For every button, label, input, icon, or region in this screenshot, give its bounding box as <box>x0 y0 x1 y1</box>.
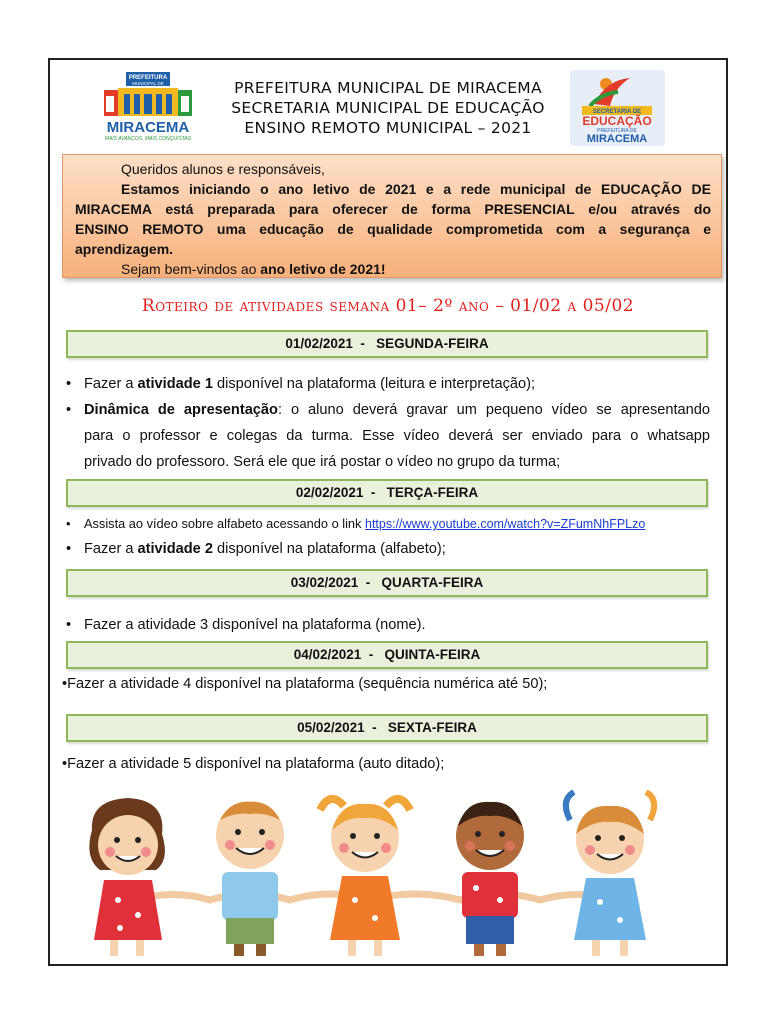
logo-right-top: SECRETARIA DE <box>592 109 642 115</box>
welcome-line-3: ENSINO REMOTO uma educação de qualidade comprometida com a segurança e <box>75 221 711 237</box>
text: Fazer a <box>84 376 138 392</box>
header-title <box>198 78 578 138</box>
day-header-tuesday: 02/02/2021 - TERÇA-FEIRA <box>66 479 708 507</box>
logo-left-tagline: MAIS AVANÇOS, MAIS CONQUISTAS <box>104 136 192 142</box>
child-5 <box>566 792 654 956</box>
text: disponível na plataforma (leitura e interpretação); <box>212 376 536 392</box>
bullet: • <box>66 516 71 531</box>
bullet: • <box>66 617 72 633</box>
text: Fazer a atividade 5 disponível na plataforma (auto ditado); <box>67 756 445 772</box>
logo-left-mid: MUNICIPAL DE <box>132 81 164 86</box>
bullet: • <box>62 756 68 772</box>
bullet: • <box>66 376 72 392</box>
roteiro-title: Roteiro de atividades semana 01– 2º ano – 01/02 a 05/02 <box>141 296 635 316</box>
child-4 <box>456 802 524 956</box>
document-header <box>48 70 728 150</box>
text-bold: atividade 2 <box>137 541 213 557</box>
youtube-link[interactable]: https://www.youtube.com/watch?v=ZFumNhFPLzo <box>365 517 646 531</box>
logo-right-name: MIRACEMA <box>586 133 648 145</box>
prefeitura-miracema-logo <box>98 70 198 142</box>
welcome-line-2: MIRACEMA está preparada para oferecer de forma PRESENCIAL e/ou através do <box>75 201 711 217</box>
welcome-closing <box>75 259 711 279</box>
text: Fazer a atividade 3 disponível na plataforma (nome). <box>84 617 426 633</box>
child-2 <box>216 801 284 956</box>
para-line-2: para o professor e colegas da turma. Esse vídeo deverá ser enviado para o whatsapp <box>84 428 710 444</box>
list-item-friday-1 <box>62 751 706 777</box>
logo-left-name: MIRACEMA <box>106 119 190 136</box>
welcome-closing-text: Sejam bem-vindos ao <box>121 261 261 277</box>
bullet: • <box>62 676 68 692</box>
bullet: • <box>66 541 72 557</box>
logo-right-mid: EDUCAÇÃO <box>582 114 652 128</box>
header-line-secretaria: SECRETARIA MUNICIPAL DE EDUCAÇÃO <box>231 99 545 117</box>
text: disponível na plataforma (alfabeto); <box>212 541 446 557</box>
header-line-prefeitura: PREFEITURA MUNICIPAL DE MIRACEMA <box>234 79 542 97</box>
children-holding-hands-illustration <box>70 790 700 960</box>
day-header-friday: 05/02/2021 - SEXTA-FEIRA <box>66 714 708 742</box>
welcome-line-1: Estamos iniciando o ano letivo de 2021 e a rede municipal de EDUCAÇÃO DE <box>121 181 711 197</box>
welcome-message <box>62 154 722 278</box>
welcome-line-4: aprendizagem. <box>75 241 174 257</box>
text: : o aluno deverá gravar um pequeno vídeo se apresentando <box>277 402 710 418</box>
child-1 <box>89 798 165 956</box>
logo-right-sub: PREFEITURA DE <box>597 128 637 134</box>
header-line-ensino: ENSINO REMOTO MUNICIPAL – 2021 <box>244 119 532 137</box>
text-bold: atividade 1 <box>137 376 213 392</box>
child-3 <box>320 799 410 956</box>
bullet: • <box>66 402 72 418</box>
text-bold: Dinâmica de apresentação <box>84 402 278 418</box>
text: Fazer a <box>84 541 138 557</box>
list-item-thursday-1 <box>62 671 706 697</box>
secretaria-educacao-logo <box>570 70 665 146</box>
list-item-monday-2 <box>66 397 710 475</box>
welcome-closing-bold: ano letivo de 2021! <box>260 261 386 277</box>
welcome-greeting: Queridos alunos e responsáveis, <box>121 161 325 177</box>
list-item-monday-1 <box>66 371 710 397</box>
list-item-tuesday-2 <box>66 536 710 562</box>
day-header-monday: 01/02/2021 - SEGUNDA-FEIRA <box>66 330 708 358</box>
list-item-wednesday-1 <box>66 612 710 638</box>
text: Assista ao vídeo sobre alfabeto acessando o link <box>84 516 365 531</box>
text: Fazer a atividade 4 disponível na plataforma (sequência numérica até 50); <box>67 676 548 692</box>
list-item-tuesday-1 <box>66 511 710 537</box>
day-header-thursday: 04/02/2021 - QUINTA-FEIRA <box>66 641 708 669</box>
logo-left-top: PREFEITURA <box>128 75 168 81</box>
para-line-3: privado do professoro. Será ele que irá postar o vídeo no grupo da turma; <box>84 454 561 470</box>
para-line-1 <box>66 397 710 423</box>
day-header-wednesday: 03/02/2021 - QUARTA-FEIRA <box>66 569 708 597</box>
